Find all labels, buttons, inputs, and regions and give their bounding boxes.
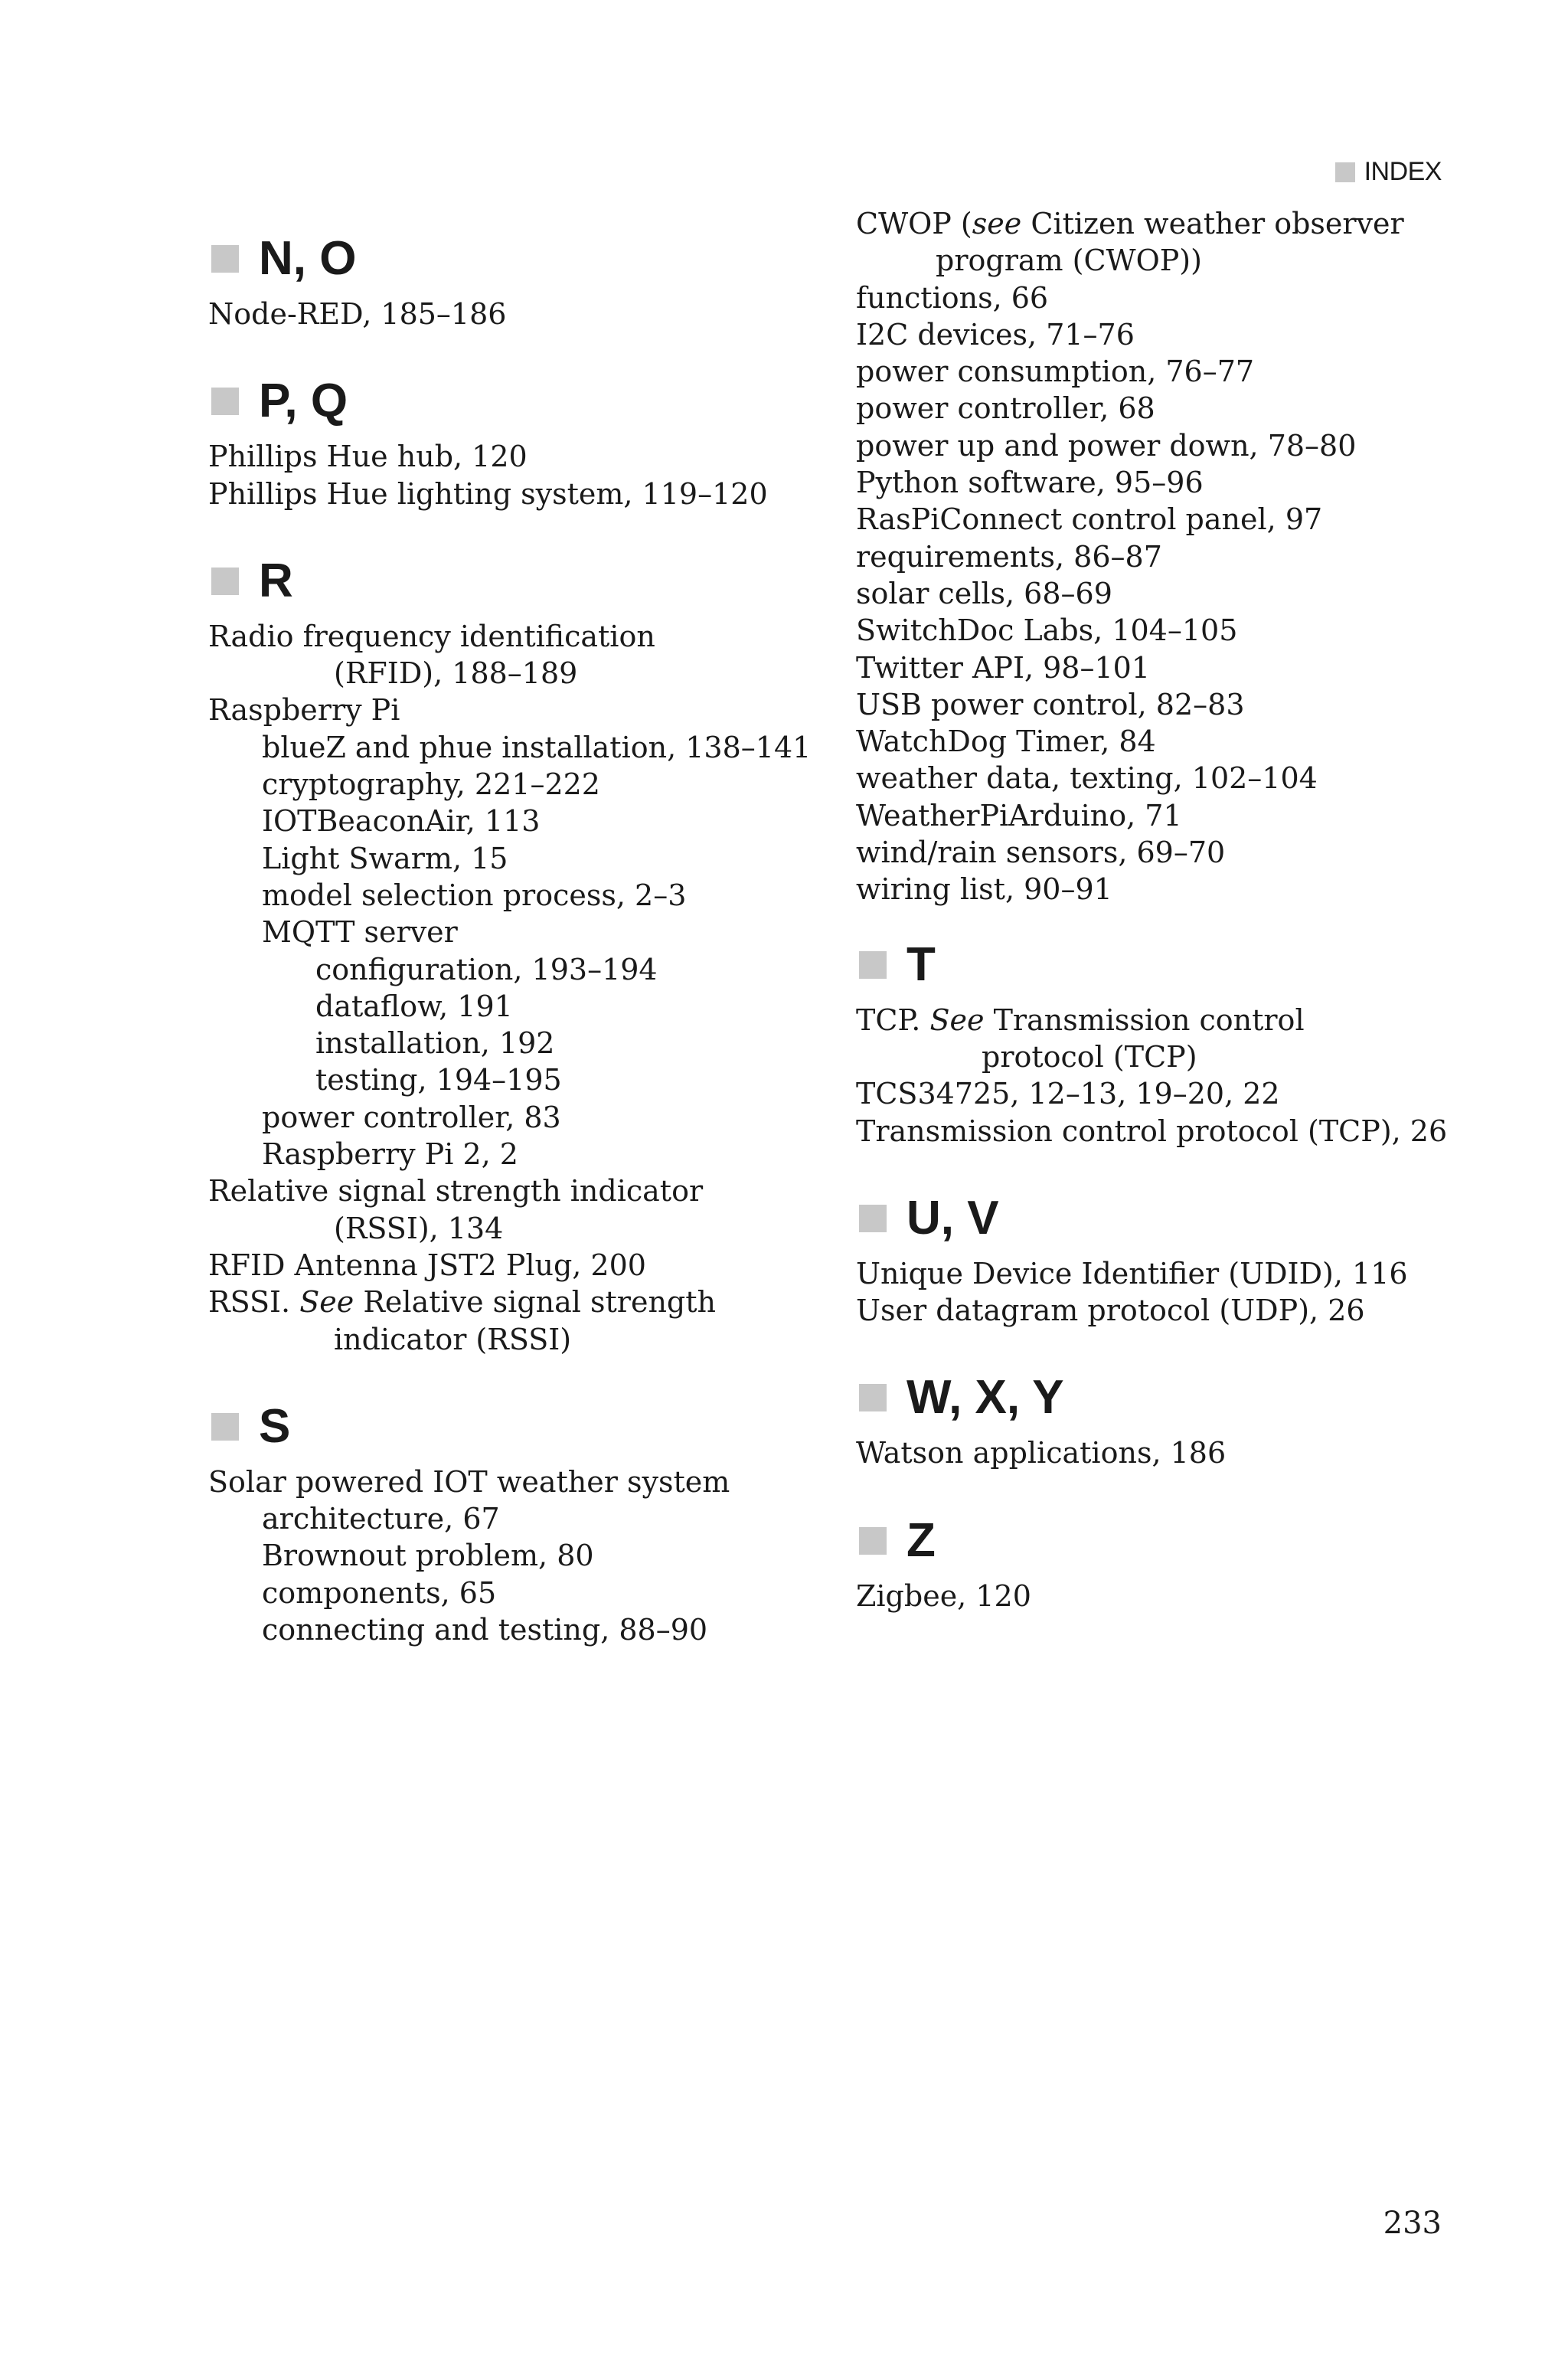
index-entry-text: Python software, 95–96 (856, 466, 1204, 500)
index-entry-text: components, 65 (262, 1575, 497, 1610)
index-subentry (208, 1500, 836, 1537)
index-entry-text: protocol (TCP) (982, 1039, 1197, 1074)
square-bullet-icon (211, 568, 239, 595)
index-entry-text: power controller, 83 (262, 1100, 561, 1134)
index-entry (208, 438, 836, 475)
index-entry (208, 692, 836, 728)
index-entry-text: RSSI. (208, 1285, 291, 1320)
page-number: 233 (1383, 2206, 1442, 2241)
section-heading (208, 1398, 836, 1456)
index-entry (208, 1284, 836, 1320)
index-entry (856, 575, 1514, 612)
index-entry (208, 1464, 836, 1500)
index-section-r (208, 552, 836, 1358)
index-subentry (208, 803, 836, 839)
index-subentry (208, 877, 836, 914)
index-entry-text: Watson applications, 186 (856, 1436, 1227, 1470)
index-entry-text: blueZ and phue installation, 138–141 (262, 730, 812, 764)
index-entry-text: TCP. (856, 1003, 921, 1037)
index-entry-text: dataflow, 191 (315, 989, 513, 1023)
index-entry (856, 501, 1514, 538)
index-column-right (856, 207, 1514, 1654)
index-entry (856, 1578, 1514, 1614)
index-entry (856, 353, 1514, 390)
index-entry (856, 1113, 1514, 1150)
square-bullet-icon (859, 1527, 887, 1555)
index-subentry (208, 729, 836, 766)
index-subentry (208, 1025, 836, 1061)
index-section-u-v (856, 1189, 1514, 1330)
index-entry (856, 205, 1514, 242)
index-entry-text: solar cells, 68–69 (856, 576, 1112, 610)
index-entry-text: MQTT server (262, 915, 458, 950)
index-entry-text: RasPiConnect control panel, 97 (856, 502, 1323, 537)
see-target: Citizen weather observer (1031, 207, 1404, 240)
index-entry-text: indicator (RSSI) (334, 1322, 572, 1356)
square-bullet-icon (859, 1205, 887, 1232)
index-entry-text: architecture, 67 (262, 1502, 500, 1536)
see-target: Transmission control (993, 1003, 1305, 1037)
section-letter: U, V (906, 1191, 999, 1245)
index-entry-text: Raspberry Pi 2, 2 (262, 1137, 518, 1172)
index-subentry (208, 1099, 836, 1136)
index-entry (856, 871, 1514, 908)
index-subentry (208, 1136, 836, 1173)
running-head-label: INDEX (1364, 157, 1442, 186)
index-entry-text: WeatherPiArduino, 71 (856, 798, 1182, 832)
index-entry (856, 649, 1514, 686)
index-entry (208, 296, 836, 332)
index-entry-text: User datagram protocol (UDP), 26 (856, 1294, 1365, 1328)
index-entry (856, 464, 1514, 501)
index-section-w-x-y (856, 1369, 1514, 1471)
index-entry-continuation (208, 655, 836, 692)
index-entry-text: Unique Device Identifier (UDID), 116 (856, 1256, 1408, 1290)
index-entry-text: Radio frequency identification (208, 619, 655, 653)
section-letter: P, Q (259, 375, 348, 428)
index-entry-text: Light Swarm, 15 (262, 841, 508, 875)
see-reference: See (929, 1003, 985, 1037)
index-entry-text: Transmission control protocol (TCP), 26 (856, 1114, 1448, 1148)
index-section-z (856, 1512, 1514, 1614)
section-heading (208, 552, 836, 610)
index-subentry (208, 1537, 836, 1574)
index-subentry (208, 1061, 836, 1098)
index-entry-text: Relative signal strength indicator (208, 1174, 704, 1209)
index-entry-text: I2C devices, 71–76 (856, 317, 1135, 352)
index-subentry (208, 951, 836, 988)
index-section-t (856, 936, 1514, 1150)
index-entry (208, 1247, 836, 1284)
index-entry-text: model selection process, 2–3 (262, 878, 687, 912)
index-entry-text: wind/rain sensors, 69–70 (856, 836, 1226, 870)
section-heading (208, 230, 836, 288)
index-entry-text: RFID Antenna JST2 Plug, 200 (208, 1248, 646, 1282)
index-entry-text: Node-RED, 185–186 (208, 297, 507, 331)
index-entry-text: Raspberry Pi (208, 693, 400, 728)
index-entry-text: cryptography, 221–222 (262, 767, 600, 802)
section-heading (856, 1189, 1514, 1248)
index-entry-text: power up and power down, 78–80 (856, 428, 1357, 463)
section-heading (856, 1512, 1514, 1570)
index-entry (856, 686, 1514, 723)
index-subentry (208, 840, 836, 877)
index-entry (856, 538, 1514, 575)
index-entry (856, 280, 1514, 316)
index-entry (208, 618, 836, 655)
index-entry-text: Zigbee, 120 (856, 1578, 1031, 1613)
index-entry-text: USB power control, 82–83 (856, 687, 1245, 721)
index-entry (856, 427, 1514, 464)
index-entry-text: Solar powered IOT weather system (208, 1464, 730, 1499)
index-entry (856, 1075, 1514, 1112)
index-entry-text: Phillips Hue hub, 120 (208, 440, 528, 474)
index-entry-text: weather data, texting, 102–104 (856, 761, 1318, 796)
index-subentry (208, 988, 836, 1025)
square-bullet-icon (859, 1384, 887, 1411)
index-entry (856, 723, 1514, 760)
index-section-s (208, 1398, 836, 1648)
index-section-n-o (208, 230, 836, 332)
index-entry (856, 612, 1514, 649)
section-letter: Z (906, 1513, 936, 1567)
index-section-p-q (208, 372, 836, 512)
section-letter: S (259, 1399, 291, 1453)
index-entry-continuation (856, 242, 1514, 279)
index-entry-text: Phillips Hue lighting system, 119–120 (208, 476, 768, 511)
index-entry (856, 1255, 1514, 1292)
index-entry (856, 797, 1514, 834)
index-entry (856, 1292, 1514, 1329)
index-entry-text: requirements, 86–87 (856, 539, 1162, 574)
index-entry-text: installation, 192 (315, 1026, 555, 1061)
section-heading (208, 372, 836, 430)
section-heading (856, 1369, 1514, 1427)
square-bullet-icon (1335, 162, 1355, 182)
index-entry-text: Brownout problem, 80 (262, 1539, 594, 1573)
index-entry-text: power consumption, 76–77 (856, 355, 1255, 389)
index-entry-text: wiring list, 90–91 (856, 872, 1112, 907)
running-head (1335, 157, 1442, 187)
index-subentry (208, 766, 836, 803)
index-entry-text: (RFID), 188–189 (334, 656, 578, 691)
see-target: Relative signal strength (363, 1285, 716, 1320)
index-entry (856, 390, 1514, 427)
index-entry-text: configuration, 193–194 (315, 952, 658, 986)
index-entry-text: CWOP ( (856, 207, 972, 240)
index-continued-entries (856, 205, 1514, 908)
index-subentry (208, 914, 836, 950)
section-heading (856, 936, 1514, 994)
index-entry-text: TCS34725, 12–13, 19–20, 22 (856, 1077, 1280, 1111)
index-entry (856, 316, 1514, 353)
index-column-left (208, 230, 836, 1688)
index-entry-continuation (208, 1321, 836, 1358)
section-letter: W, X, Y (906, 1371, 1064, 1425)
square-bullet-icon (211, 245, 239, 273)
index-entry-text: IOTBeaconAir, 113 (262, 804, 541, 839)
see-reference: see (972, 207, 1022, 240)
section-letter: T (906, 937, 936, 991)
index-subentry (208, 1575, 836, 1611)
index-entry-continuation (856, 1039, 1514, 1075)
index-entry (208, 476, 836, 512)
square-bullet-icon (211, 388, 239, 415)
index-entry-continuation (208, 1210, 836, 1247)
index-entry (856, 1002, 1514, 1039)
index-entry-text: WatchDog Timer, 84 (856, 725, 1156, 759)
index-entry-text: connecting and testing, 88–90 (262, 1613, 708, 1647)
section-letter: R (259, 554, 293, 607)
index-subentry (208, 1611, 836, 1648)
section-letter: N, O (259, 232, 357, 285)
index-entry (856, 834, 1514, 871)
index-entry-text: (RSSI), 134 (334, 1211, 504, 1245)
index-entry-text: power controller, 68 (856, 391, 1155, 426)
index-entry (856, 760, 1514, 796)
index-entry-text: Twitter API, 98–101 (856, 650, 1151, 685)
see-reference: See (299, 1285, 354, 1320)
index-entry (208, 1173, 836, 1209)
square-bullet-icon (859, 951, 887, 979)
index-entry-text: SwitchDoc Labs, 104–105 (856, 613, 1238, 648)
index-entry-text: program (CWOP)) (936, 244, 1202, 278)
index-entry-text: testing, 194–195 (315, 1063, 562, 1097)
square-bullet-icon (211, 1413, 239, 1441)
index-entry-text: functions, 66 (856, 280, 1049, 315)
index-entry (856, 1434, 1514, 1471)
